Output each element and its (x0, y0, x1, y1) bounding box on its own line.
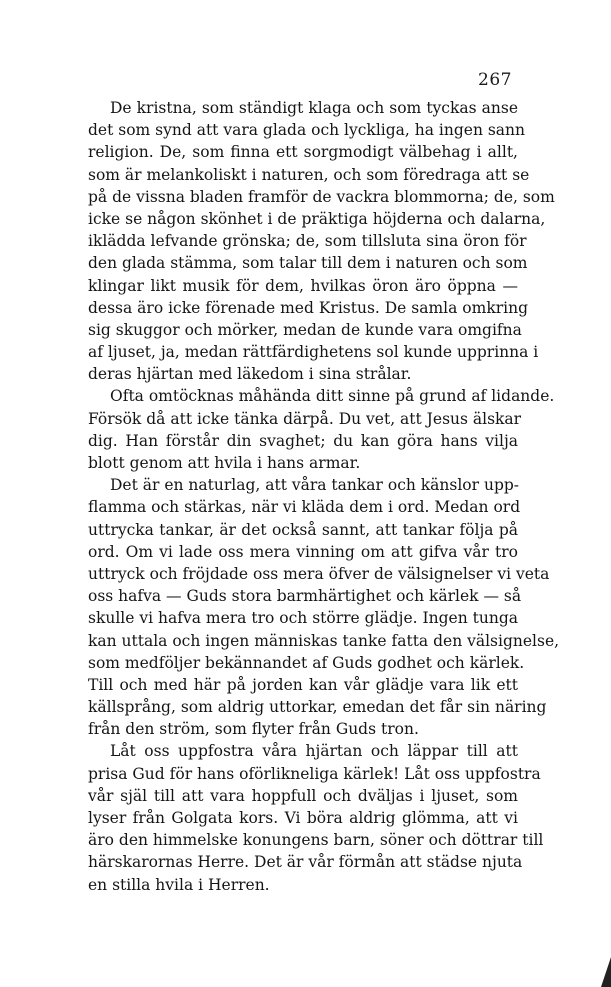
text-line: ord. Om vi lade oss mera vinning om att gifva vår tro (88, 542, 518, 561)
text-line: Ofta omtöcknas måhända ditt sinne på grund af lidande. (110, 387, 555, 406)
text-line: oss hafva — Guds stora barmhärtighet och kärlek — så (88, 587, 522, 606)
text-line: Låt oss uppfostra våra hjärtan och läppar till att (110, 742, 518, 761)
text-line: lyser från Golgata kors. Vi böra aldrig glömma, att vi (88, 809, 518, 827)
text-line: icke se någon skönhet i de präktiga höjderna och dalarna, (88, 209, 546, 228)
paragraph-2 (88, 385, 555, 474)
text-line: det som synd att vara glada och lyckliga, ha ingen sann (88, 121, 526, 140)
page-number: 267 (478, 70, 512, 90)
text-line: på de vissna bladen framför de vackra blommorna; de, som (88, 187, 555, 206)
text-line: skulle vi hafva mera tro och större glädje. Ingen tunga (88, 609, 518, 628)
text-line: blott genom att hvila i hans armar. (88, 454, 361, 472)
text-line: Det är en naturlag, att våra tankar och känslor upp- (110, 476, 520, 495)
text-line: Försök då att icke tänka därpå. Du vet, att Jesus älskar (88, 409, 522, 428)
body-text (88, 97, 560, 896)
text-line: uttryck och fröjdade oss mera öfver de välsignelser vi veta (88, 564, 550, 583)
text-line: en stilla hvila i Herren. (88, 875, 270, 894)
paragraph-3 (88, 474, 560, 740)
paragraph-4 (88, 740, 544, 895)
text-line: flamma och stärkas, när vi kläda dem i ord. Medan ord (88, 498, 521, 517)
text-line: äro den himmelske konungens barn, söner och döttrar till (88, 831, 544, 850)
text-line: klingar likt musik för dem, hvilkas öron äro öppna — (88, 276, 518, 295)
text-line: uttrycka tankar, är det också sannt, att tankar följa på (88, 520, 518, 539)
text-line: från den ström, som flyter från Guds tron. (88, 720, 419, 739)
text-line: religion. De, som finna ett sorgmodigt välbehag i allt, (88, 143, 518, 162)
text-line: dig. Han förstår din svaghet; du kan göra hans vilja (88, 431, 518, 450)
text-line: som medföljer bekännandet af Guds godhet och kärlek. (88, 653, 525, 672)
text-line: prisa Gud för hans oförlikneliga kärlek! Låt oss uppfostra (88, 764, 541, 783)
text-line: källsprång, som aldrig uttorkar, emedan det får sin näring (88, 698, 547, 717)
text-line: af ljuset, ja, medan rättfärdighetens sol kunde upprinna i (88, 343, 539, 362)
text-line: deras hjärtan med läkedom i sina strålar. (88, 365, 412, 384)
text-line: iklädda lefvande grönska; de, som tillsluta sina öron för (88, 232, 527, 251)
text-line: den glada stämma, som talar till dem i naturen och som (88, 254, 528, 273)
text-line: vår själ till att vara hoppfull och dväljas i ljuset, som (88, 786, 518, 805)
paragraph-1 (88, 97, 555, 385)
text-line: sig skuggor och mörker, medan de kunde vara omgifna (88, 320, 522, 339)
text-line: härskarornas Herre. Det är vår förmån att städse njuta (88, 853, 523, 872)
page-edge-mark (601, 957, 611, 987)
text-line: dessa äro icke förenade med Kristus. De samla omkring (88, 298, 528, 317)
text-line: som är melankoliskt i naturen, och som föredraga att se (88, 165, 530, 184)
text-line: kan uttala och ingen människas tanke fatta den välsignelse, (88, 631, 560, 650)
text-line: De kristna, som ständigt klaga och som tyckas anse (110, 99, 518, 117)
text-line: Till och med här på jorden kan vår glädje vara lik ett (88, 675, 518, 694)
